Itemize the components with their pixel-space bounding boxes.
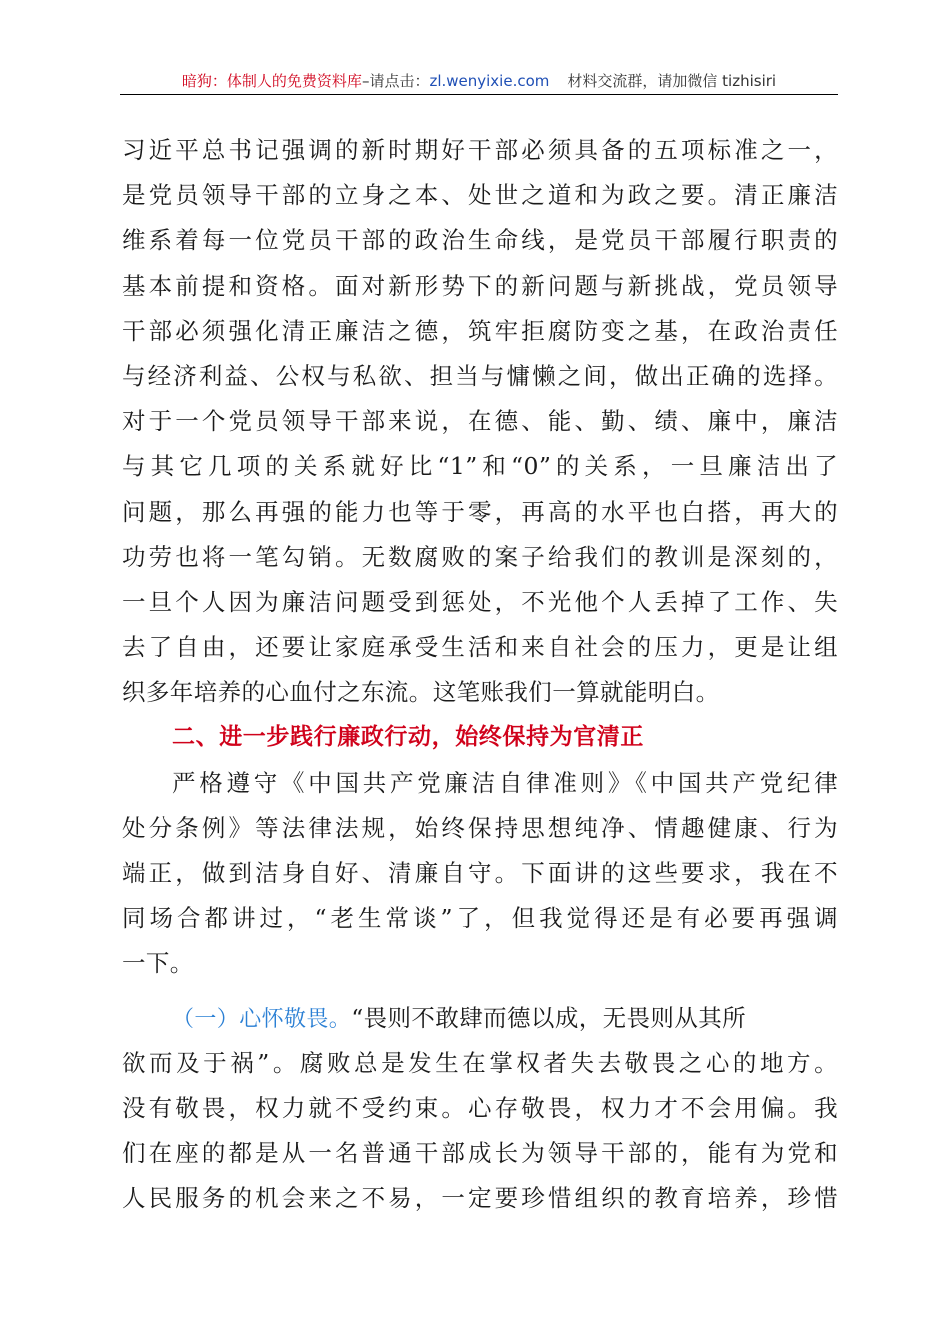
header-contact: 材料交流群，请加微信 tizhisiri [567, 72, 777, 90]
body-line: 同场合都讲过，“老生常谈”了，但我觉得还是有必要再强调 [122, 904, 838, 933]
body-line: 是党员领导干部的立身之本、处世之道和为政之要。清正廉洁 [122, 181, 838, 210]
body-line: 严格遵守《中国共产党廉洁自律准则》《中国共产党纪律 [172, 768, 838, 797]
body-line: 问题，那么再强的能力也等于零，再高的水平也白搭，再大的 [122, 497, 838, 526]
body-line [122, 996, 838, 1041]
body-line: 功劳也将一笔勾销。无数腐败的案子给我们的教训是深刻的， [122, 542, 838, 571]
section-heading-2: 二、进一步践行廉政行动，始终保持为官清正 [172, 724, 644, 751]
body-line: 没有敬畏，权力就不受约束。心存敬畏，权力才不会用偏。我 [122, 1093, 838, 1122]
body-line: 织多年培养的心血付之东流。这笔账我们一算就能明白。 [122, 678, 720, 707]
body-line: 与经济利益、公权与私欲、担当与慵懒之间，做出正确的选择。 [122, 361, 838, 390]
body-line: 去了自由，还要让家庭承受生活和来自社会的压力，更是让组 [122, 633, 838, 662]
body-line: 维系着每一位党员干部的政治生命线，是党员干部履行职责的 [122, 226, 838, 255]
body-line: 基本前提和资格。面对新形势下的新问题与新挑战，党员领导 [122, 271, 838, 300]
body-line: 欲而及于祸”。腐败总是发生在掌权者失去敬畏之心的地方。 [122, 1048, 838, 1077]
body-line: 人民服务的机会来之不易，一定要珍惜组织的教育培养，珍惜 [122, 1184, 838, 1213]
header-click-prompt: –请点击： [361, 72, 430, 90]
subsection-heading-1: （一）心怀敬畏。 [172, 1006, 352, 1032]
body-line: 干部必须强化清正廉洁之德，筑牢拒腐防变之基，在政治责任 [122, 316, 838, 345]
header-url-link[interactable]: zl.wenyixie.com [429, 72, 550, 90]
document-body [122, 128, 838, 1222]
page-header [120, 68, 838, 95]
header-brand: 暗狗：体制人的免费资料库 [181, 72, 362, 90]
body-line: 们在座的都是从一名普通干部成长为领导干部的，能有为党和 [122, 1139, 838, 1168]
body-line: 对于一个党员领导干部来说，在德、能、勤、绩、廉中，廉洁 [122, 407, 838, 436]
body-line: 一旦个人因为廉洁问题受到惩处，不光他个人丢掉了工作、失 [122, 587, 838, 616]
body-line: 端正，做到洁身自好、清廉自守。下面讲的这些要求，我在不 [122, 859, 838, 887]
body-line: 处分条例》等法律法规，始终保持思想纯净、情趣健康、行为 [122, 813, 838, 842]
body-line: 习近平总书记强调的新时期好干部必须具备的五项标准之一， [122, 136, 838, 164]
body-text: “畏则不敢肆而德以成，无畏则从其所 [351, 1003, 747, 1032]
body-line: 与其它几项的关系就好比“1”和“0”的关系，一旦廉洁出了 [122, 452, 838, 481]
body-line: 一下。 [122, 949, 194, 978]
